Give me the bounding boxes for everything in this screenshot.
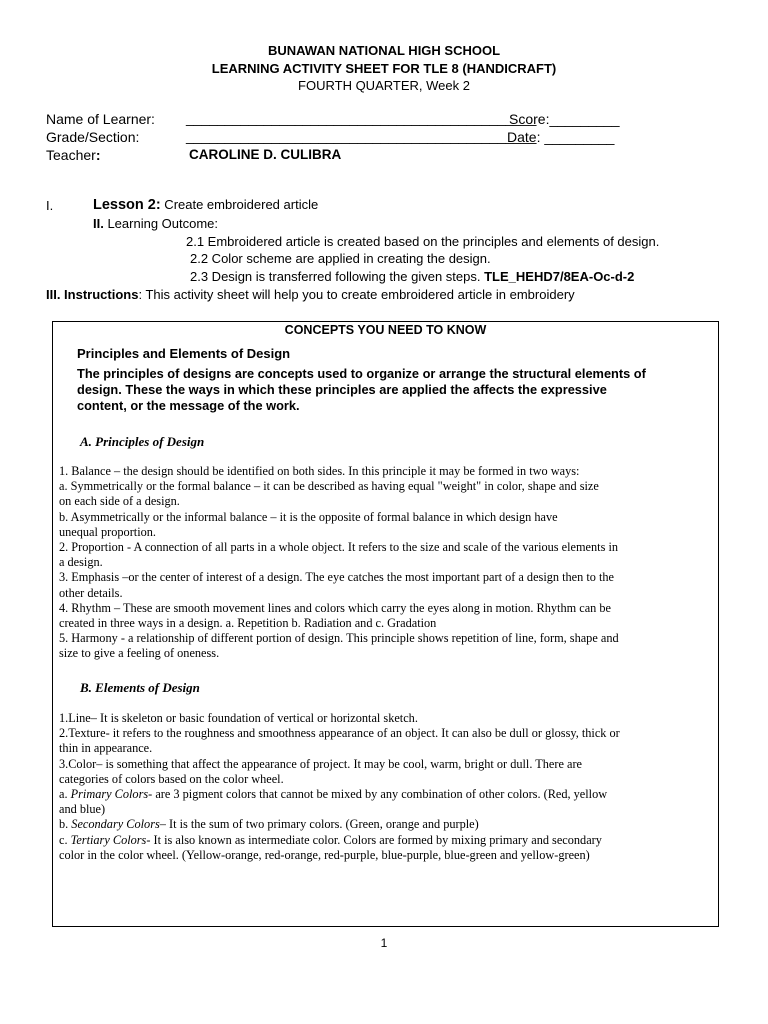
secondary-colors-line: b. Secondary Colors– It is the sum of two primary colors. (Green, orange and purple): [59, 817, 479, 832]
outcome-2-1: 2.1 Embroidered article is created based on the principles and elements of design.: [186, 234, 660, 249]
tertiary-colors-line: c. Tertiary Colors- It is also known as intermediate color. Colors are formed by mixing primary and secondary: [59, 832, 602, 847]
concepts-title: CONCEPTS YOU NEED TO KNOW: [284, 323, 487, 337]
concepts-subtitle: Principles and Elements of Design: [77, 346, 291, 361]
score-label: Score:_________: [509, 111, 620, 127]
name-label: Name of Learner:: [46, 111, 155, 127]
text-line: 1.Line– It is skeleton or basic foundation of vertical or horizontal sketch.: [59, 711, 418, 725]
learning-outcome-heading: II. Learning Outcome:: [93, 216, 219, 231]
text-line: size to give a feeling of oneness.: [59, 646, 220, 661]
intro-line: The principles of designs are concepts used to organize or arrange the structural elements of: [77, 366, 646, 381]
elements-list: [59, 711, 711, 863]
section-principles-heading: A. Principles of Design: [80, 434, 205, 449]
teacher-label: Teacher:: [46, 147, 101, 163]
text-line: a. Symmetrically or the formal balance – it can be described as having equal "weight" in color, shape and size: [59, 479, 599, 494]
school-name: BUNAWAN NATIONAL HIGH SCHOOL: [267, 43, 501, 58]
teacher-name: CAROLINE D. CULIBRA: [189, 147, 342, 162]
section-elements-heading: B. Elements of Design: [80, 680, 200, 695]
text-line: thin in appearance.: [59, 741, 153, 756]
text-line: 1. Balance – the design should be identified on both sides. In this principle it may be formed in two ways:: [59, 464, 580, 478]
outcome-2-2: 2.2 Color scheme are applied in creating the design.: [190, 251, 491, 266]
grade-label: Grade/Section:: [46, 129, 140, 145]
quarter-label: FOURTH QUARTER, Week 2: [298, 78, 470, 93]
text-line: 2. Proportion - A connection of all parts in a whole object. It refers to the size and scale of the various elements in: [59, 540, 619, 555]
text-line: b. Asymmetrically or the informal balance – it is the opposite of formal balance in which design have: [59, 509, 558, 524]
text-line: 2.Texture- it refers to the roughness and smoothness appearance of an object. It can also be dull or glossy, thick or: [59, 726, 620, 741]
name-field: _____________________________________________: [186, 110, 537, 126]
primary-colors-line: a. Primary Colors- are 3 pigment colors that cannot be mixed by any combination of other colors. (Red, yellow: [59, 787, 608, 802]
sheet-title: LEARNING ACTIVITY SHEET FOR TLE 8 (HANDICRAFT): [211, 61, 557, 76]
lesson-numeral: I.: [46, 198, 54, 213]
page-number: 1: [380, 936, 388, 950]
instructions: III. Instructions: This activity sheet will help you to create embroidered article in embroidery: [46, 287, 575, 302]
text-line: other details.: [59, 585, 123, 600]
text-line: 5. Harmony - a relationship of different portion of design. This principle shows repetition of line, form, shape and: [59, 631, 619, 646]
intro-line: design. These the ways in which these principles are applied the affects the expressive: [77, 382, 607, 397]
text-line: categories of colors based on the color wheel.: [59, 771, 284, 786]
text-line: 4. Rhythm – These are smooth movement lines and colors which carry the eyes along in motion. Rhythm can be: [59, 600, 611, 615]
text-line: 3. Emphasis –or the center of interest of a design. The eye catches the most important part of a design then to the: [59, 570, 615, 585]
principles-list: [59, 464, 711, 662]
text-line: unequal proportion.: [59, 524, 156, 539]
grade-field: _____________________________________________: [186, 128, 537, 144]
lesson-title: Lesson 2: Create embroidered article: [93, 197, 319, 213]
date-label: Date: _________: [507, 129, 615, 145]
outcome-2-3: 2.3 Design is transferred following the given steps. TLE_HEHD7/8EA-Oc-d-2: [190, 269, 635, 284]
text-line: created in three ways in a design. a. Repetition b. Radiation and c. Gradation: [59, 616, 437, 631]
text-line: on each side of a design.: [59, 494, 180, 509]
text-line: 3.Color– is something that affect the appearance of project. It may be cool, warm, bright or dull. There are: [59, 756, 583, 771]
text-line: and blue): [59, 802, 106, 817]
text-line: a design.: [59, 555, 103, 570]
intro-line: content, or the message of the work.: [77, 398, 300, 413]
text-line: color in the color wheel. (Yellow-orange, red-orange, red-purple, blue-purple, blue-green and yellow-green): [59, 847, 590, 862]
